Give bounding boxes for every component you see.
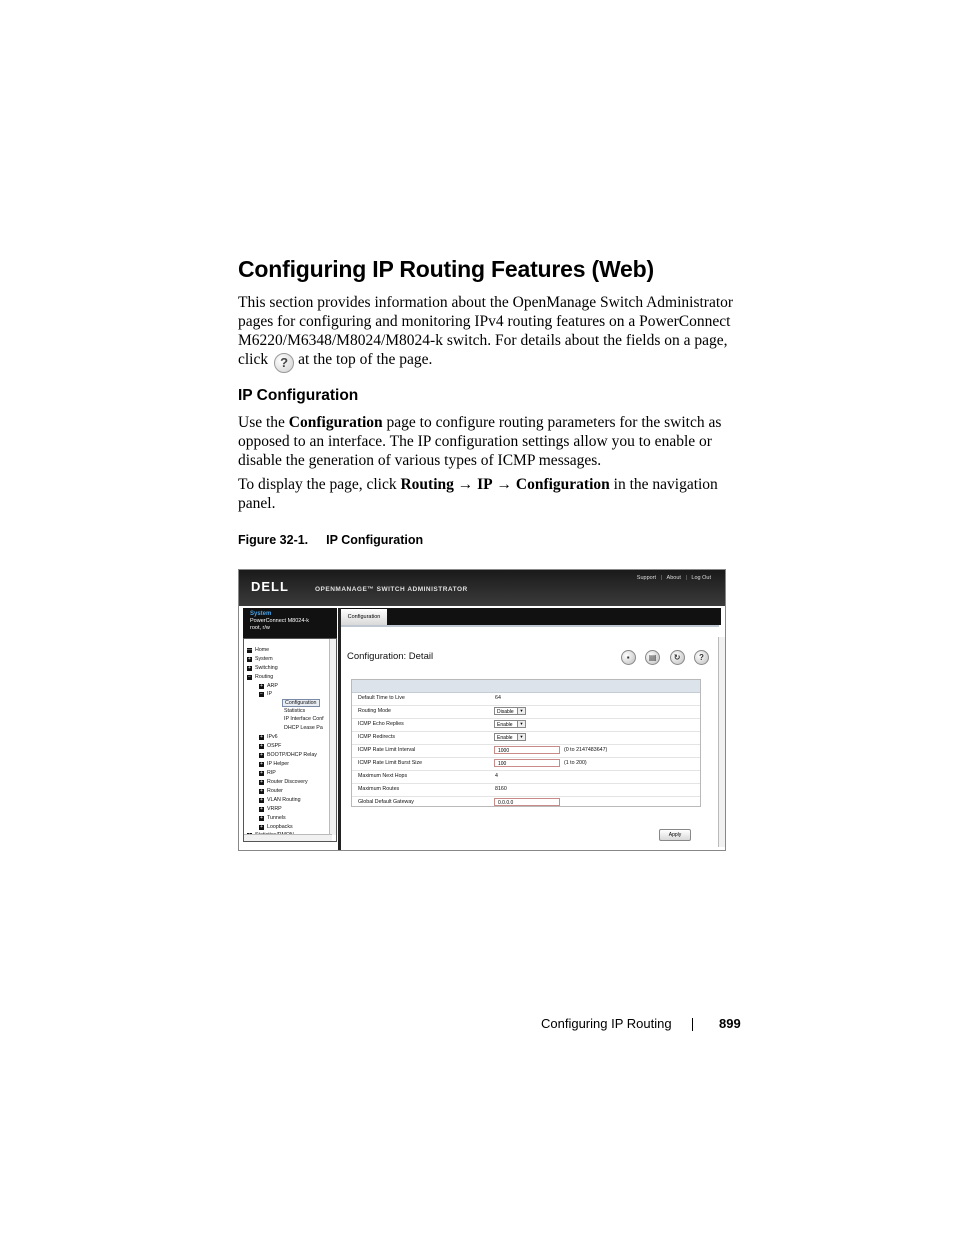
support-link[interactable]: Support — [636, 575, 657, 581]
nav-item-dhcp-lease[interactable] — [284, 725, 323, 732]
table-row — [352, 731, 700, 745]
config-detail-table — [351, 679, 701, 807]
save-icon[interactable]: ▪ — [621, 650, 636, 665]
field-label: Global Default Gateway — [358, 799, 414, 805]
icmp-redirects-select[interactable] — [494, 733, 526, 741]
nav-item-router[interactable] — [259, 788, 283, 795]
collapse-icon[interactable]: − — [260, 691, 263, 697]
nav-label: DHCP Lease Pa — [284, 725, 323, 731]
user-info: root, r/w — [250, 625, 270, 631]
nav-label: IP Interface Conf — [284, 716, 324, 722]
top-links — [634, 575, 711, 581]
toolbar-icons — [616, 647, 709, 665]
dell-logo: DELL — [251, 579, 289, 594]
expand-icon[interactable]: + — [248, 665, 251, 671]
table-row — [352, 783, 700, 797]
nav-item-system[interactable] — [247, 656, 273, 663]
nav-label: OSPF — [267, 743, 282, 749]
expand-icon[interactable]: + — [260, 743, 263, 749]
expand-icon[interactable]: + — [260, 779, 263, 785]
logout-link[interactable]: Log Out — [691, 575, 711, 581]
nav-item-routing[interactable] — [247, 674, 273, 681]
nav-item-bootp-dhcp[interactable] — [259, 752, 317, 759]
select-value: Enable — [497, 735, 513, 741]
field-label: Default Time to Live — [358, 695, 405, 701]
nav-item-arp[interactable] — [259, 683, 278, 690]
chevron-down-icon: ▼ — [517, 734, 525, 740]
system-link[interactable]: System — [250, 611, 272, 617]
section-heading: IP Configuration — [238, 387, 359, 404]
figure-caption — [238, 533, 423, 547]
field-label: ICMP Rate Limit Interval — [358, 747, 416, 753]
page-number: 899 — [719, 1016, 741, 1031]
nav-label: RIP — [267, 770, 276, 776]
nav-horizontal-scrollbar[interactable] — [244, 834, 332, 841]
nav-item-ip-helper[interactable] — [259, 761, 289, 768]
icmp-echo-replies-select[interactable] — [494, 720, 526, 728]
table-row — [352, 718, 700, 732]
help-icon[interactable]: ? — [694, 650, 709, 665]
table-row — [352, 757, 700, 771]
tab-configuration[interactable]: Configuration — [341, 609, 387, 625]
intro-paragraph — [238, 293, 738, 373]
nav-label: Router Discovery — [267, 779, 308, 785]
nav-label: Router — [267, 788, 283, 794]
expand-icon[interactable]: + — [260, 734, 263, 740]
nav-label: System — [255, 656, 273, 662]
nav-item-ospf[interactable] — [259, 743, 281, 750]
nav-item-rip[interactable] — [259, 770, 276, 777]
nav-item-home[interactable] — [247, 647, 269, 654]
nav-label: Loopbacks — [267, 824, 293, 830]
content-vertical-scrollbar[interactable] — [718, 637, 725, 847]
arrow-glyph: → — [453, 476, 478, 493]
routing-mode-select[interactable] — [494, 707, 526, 715]
configuration-term: Configuration — [515, 476, 610, 493]
nav-item-ip-interface[interactable] — [284, 716, 324, 723]
link-separator: | — [685, 575, 687, 581]
intro-text: This section provides information about the OpenManage Switch Administrator pages for configuring and monitoring IPv4 routing features on a PowerConnect M6220/M6348/M8024/M8024-k switch. For details about the fields on a page, click — [238, 294, 734, 368]
page-heading: Configuring IP Routing Features (Web) — [238, 256, 654, 282]
rate-limit-burst-input[interactable]: 100 — [494, 759, 560, 767]
expand-icon[interactable]: + — [260, 815, 263, 821]
ip-term: IP — [477, 476, 493, 493]
para-text: Use the — [238, 414, 289, 431]
link-separator: | — [660, 575, 663, 581]
arrow-glyph: → — [492, 476, 516, 493]
nav-vertical-scrollbar[interactable] — [329, 639, 336, 835]
nav-item-statistics[interactable] — [284, 708, 305, 715]
field-value: 64 — [495, 695, 501, 701]
field-value: 4 — [495, 773, 498, 779]
field-label: Routing Mode — [358, 708, 391, 714]
table-row — [352, 705, 700, 719]
device-name: PowerConnect M8024-k — [250, 618, 310, 624]
field-label: ICMP Rate Limit Burst Size — [358, 760, 423, 766]
content-title: Configuration: Detail — [347, 651, 434, 662]
nav-label: ARP — [267, 683, 278, 689]
nav-label: Statistics — [284, 708, 306, 714]
nav-label: IP Helper — [267, 761, 289, 767]
field-label: ICMP Echo Replies — [358, 721, 404, 727]
nav-item-router-discovery[interactable] — [259, 779, 308, 786]
nav-item-loopbacks[interactable] — [259, 824, 293, 831]
navigation-paragraph — [238, 475, 738, 513]
field-range: (0 to 2147483647) — [564, 747, 608, 753]
expand-icon[interactable]: + — [260, 797, 263, 803]
para-text: To display the page, click — [238, 476, 401, 493]
help-icon: ? — [274, 353, 294, 373]
about-link[interactable]: About — [666, 575, 681, 581]
nav-label: Tunnels — [267, 815, 286, 821]
figure-number: Figure 32-1. — [238, 533, 309, 547]
nav-item-switching[interactable] — [247, 665, 278, 672]
nav-item-ip[interactable] — [259, 691, 272, 698]
expand-icon[interactable]: + — [260, 824, 263, 830]
ip-config-paragraph — [238, 413, 738, 470]
nav-item-vlan-routing[interactable] — [259, 797, 301, 804]
apply-button[interactable]: Apply — [659, 829, 691, 841]
system-info-panel — [243, 608, 337, 638]
expand-icon[interactable]: + — [260, 683, 263, 689]
table-row — [352, 692, 700, 706]
table-row — [352, 796, 700, 809]
table-row — [352, 770, 700, 784]
expand-icon[interactable]: + — [260, 806, 263, 812]
para-text: in the navigation panel. — [238, 476, 718, 512]
app-title: OPENMANAGE™ SWITCH ADMINISTRATOR — [315, 586, 468, 593]
select-value: Disable — [497, 709, 514, 715]
expand-icon[interactable]: + — [260, 788, 263, 794]
field-label: Maximum Next Hops — [358, 773, 408, 779]
default-gateway-input[interactable]: 0.0.0.0 — [494, 798, 560, 806]
field-value: 8160 — [495, 786, 507, 792]
rate-limit-interval-input[interactable]: 1000 — [494, 746, 560, 754]
nav-item-ipv6[interactable] — [259, 734, 278, 741]
expand-icon[interactable]: + — [248, 656, 251, 662]
field-range: (1 to 200) — [564, 760, 587, 766]
intro-text-end: at the top of the page. — [298, 351, 433, 368]
nav-label: IPv6 — [267, 734, 278, 740]
nav-label: BOOTP/DHCP Relay — [267, 752, 317, 758]
nav-label: Configuration — [285, 700, 317, 706]
para-text: page to configure routing parameters for the switch as opposed to an interface. The IP configuration settings allow you to enable or disable the generation of various types of ICMP messages. — [238, 414, 722, 469]
nav-item-configuration[interactable] — [282, 699, 320, 707]
field-label: ICMP Redirects — [358, 734, 395, 740]
navigation-tree — [243, 638, 337, 842]
chevron-down-icon: ▼ — [517, 708, 525, 714]
refresh-icon[interactable]: ↻ — [670, 650, 685, 665]
footer-divider — [692, 1018, 693, 1031]
nav-label: Home — [255, 647, 270, 653]
collapse-icon[interactable]: — — [247, 647, 252, 653]
expand-icon[interactable]: + — [260, 761, 263, 767]
nav-item-tunnels[interactable] — [259, 815, 286, 822]
table-row — [352, 744, 700, 758]
nav-label: VRRP — [267, 806, 282, 812]
nav-label: VLAN Routing — [267, 797, 301, 803]
configuration-term: Configuration — [288, 414, 383, 431]
nav-item-vrrp[interactable] — [259, 806, 282, 813]
content-panel — [341, 625, 719, 849]
footer-chapter: Configuring IP Routing — [541, 1016, 672, 1031]
nav-label: Routing — [255, 674, 274, 680]
nav-label: Switching — [255, 665, 278, 671]
nav-label: IP — [267, 691, 273, 697]
tab-bar — [341, 608, 721, 625]
collapse-icon[interactable]: − — [248, 674, 251, 680]
select-value: Enable — [497, 722, 513, 728]
routing-term: Routing — [400, 476, 454, 493]
print-icon[interactable]: ▤ — [645, 650, 660, 665]
expand-icon[interactable]: + — [260, 770, 263, 776]
app-header — [239, 570, 725, 606]
expand-icon[interactable]: + — [260, 752, 263, 758]
chevron-down-icon: ▼ — [517, 721, 525, 727]
field-label: Maximum Routes — [358, 786, 400, 792]
screenshot-figure — [238, 569, 726, 851]
figure-title: IP Configuration — [326, 533, 424, 547]
